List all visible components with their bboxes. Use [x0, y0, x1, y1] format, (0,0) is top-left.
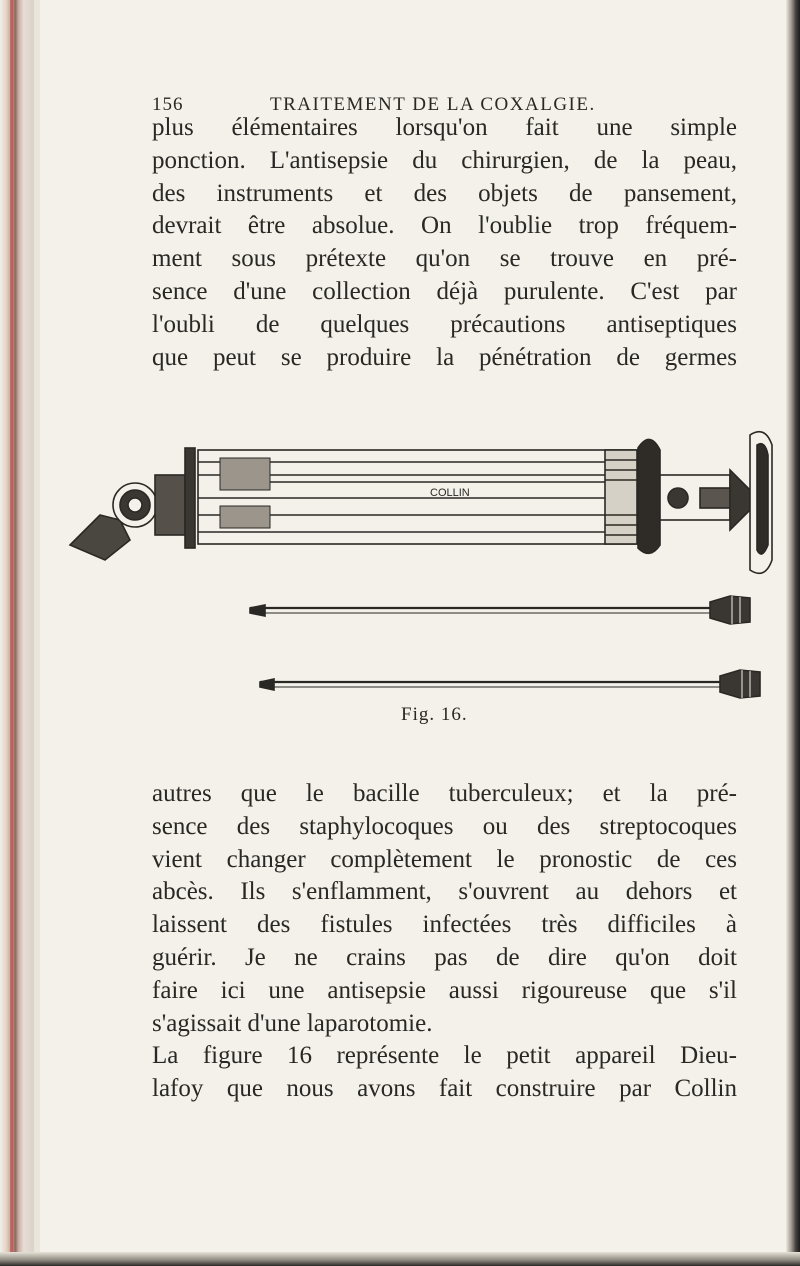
syringe-barrel [185, 448, 638, 548]
paragraph-bottom [152, 778, 737, 1106]
page-number: 156 [152, 94, 184, 115]
text-line: que peut se produire la pénétration de germes [152, 343, 737, 371]
syringe-illustration [60, 420, 800, 710]
text-line: La figure 16 représente le petit appareil Dieu- [152, 1042, 737, 1070]
text-line: faire ici une antisepsie aussi rigoureuse que s'il [152, 976, 737, 1004]
text-line: ment sous prétexte qu'on se trouve en pré- [152, 245, 737, 273]
text-line: ponction. L'antisepsie du chirurgien, de la peau, [152, 146, 737, 174]
piston-rod-upper [250, 596, 750, 624]
text-line: plus élémentaires lorsqu'on fait une simple [152, 114, 737, 141]
figure-caption: Fig. 16. [401, 704, 468, 725]
text-line: vient changer complètement le pronostic de ces [152, 845, 737, 873]
text-line: laissent des fistules infectées très difficiles à [152, 911, 737, 939]
text-line: des instruments et des objets de pansement, [152, 179, 737, 207]
stopcock-nozzle-left [70, 475, 185, 560]
paragraph-top [152, 112, 737, 374]
text-line: devrait être absolue. On l'oublie trop fréquem- [152, 212, 737, 240]
text-line: s'agissait d'une laparotomie. [152, 1009, 433, 1037]
text-line: l'oubli de quelques précautions antiseptiques [152, 310, 737, 338]
text-line: sence d'une collection déjà purulente. C'est par [152, 277, 737, 305]
text-line: abcès. Ils s'enflamment, s'ouvrent au dehors et [152, 878, 737, 906]
engraved-label: COLLIN [430, 487, 470, 499]
text-line: autres que le bacille tuberculeux; et la pré- [152, 780, 737, 807]
binding-red-edge [10, 0, 13, 1266]
book-binding-left [0, 0, 34, 1266]
page-edge-bottom [0, 1252, 800, 1266]
piston-rod-lower [260, 670, 760, 698]
text-line: guérir. Je ne crains pas de dire qu'on doit [152, 943, 737, 971]
syringe-end-cap-right [638, 432, 772, 574]
text-line: sence des staphylocoques ou des streptocoques [152, 812, 737, 840]
text-line: lafoy que nous avons fait construire par Collin [152, 1075, 737, 1103]
running-title: TRAITEMENT DE LA COXALGIE. [270, 94, 596, 115]
